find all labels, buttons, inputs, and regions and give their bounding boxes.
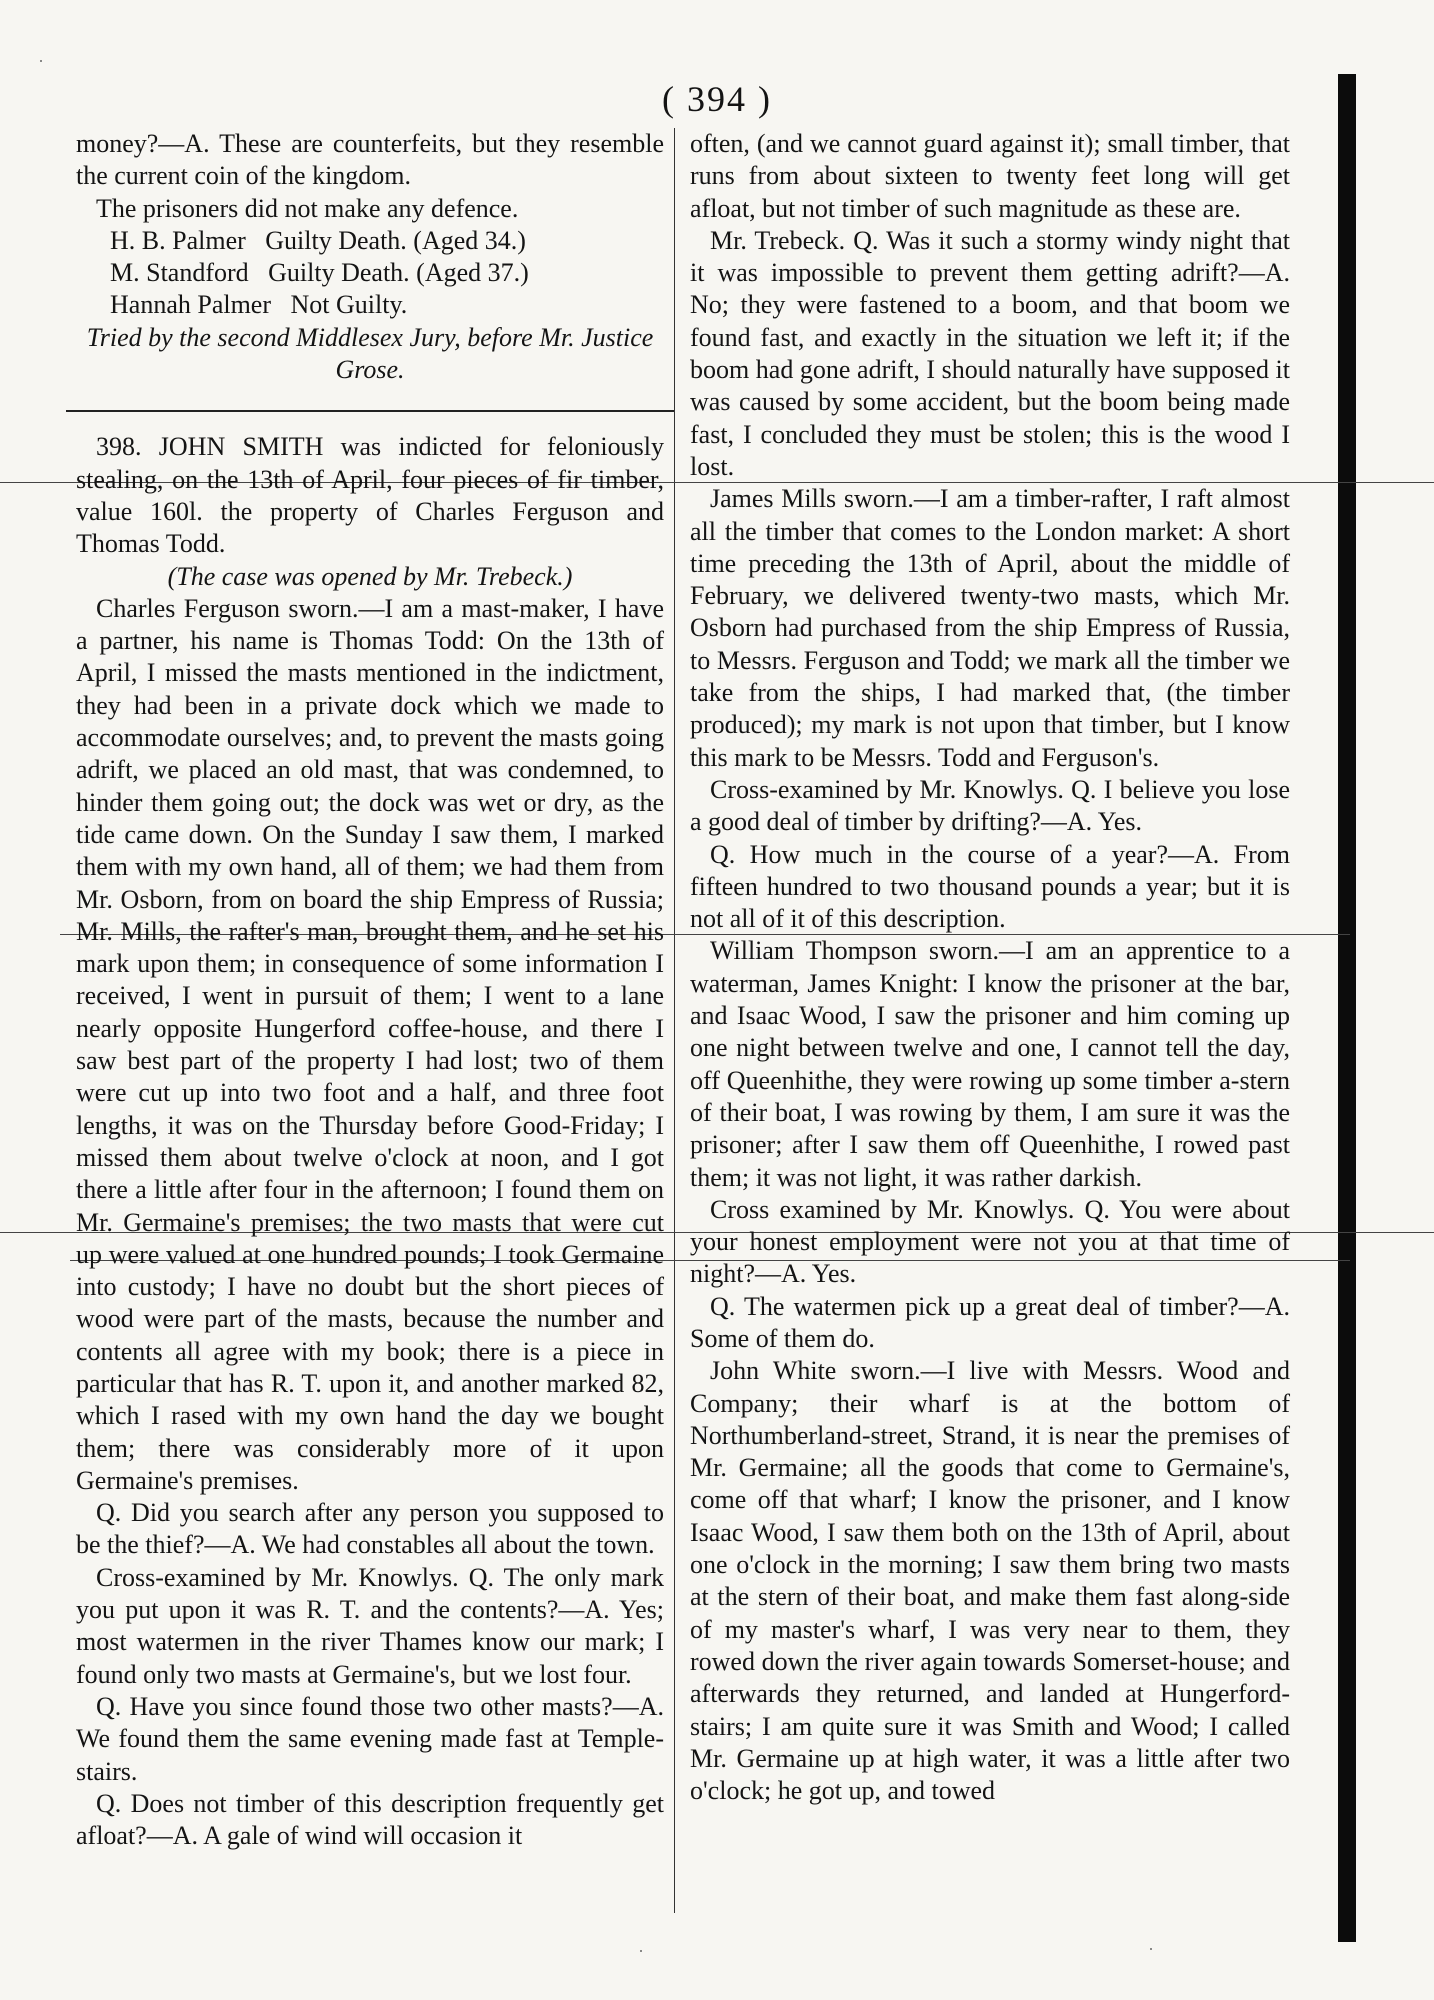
verdict-line: H. B. Palmer Guilty Death. (Aged 34.) [110, 225, 526, 255]
trial-note: Tried by the second Middlesex Jury, before Mr. Justice Grose. [86, 322, 654, 385]
column-divider [674, 128, 675, 1913]
paragraph: often, (and we cannot guard against it); small timber, that runs from about sixteen to twenty feet long will get afloat, but not timber of such magnitude as these are. [690, 129, 1290, 223]
verdict-line: M. Standford Guilty Death. (Aged 37.) [110, 258, 529, 288]
case-note: (The case was opened by Mr. Trebeck.) [167, 561, 573, 591]
verdict-line: Hannah Palmer Not Guilty. [110, 290, 408, 320]
paragraph: Cross examined by Mr. Knowlys. Q. You were about your honest employment were not you at that time of night?—A. Yes. [690, 1194, 1290, 1289]
paragraph: Q. Does not timber of this description frequently get afloat?—A. A gale of wind will occasion it [76, 1788, 664, 1851]
testimony-paragraph: John White sworn.—I live with Messrs. Wood and Company; their wharf is at the bottom of Northumberland-street, Strand, it is near the premises of Mr. Germaine; all the goods that come to Germaine's, come off that wharf; I know the prisoner, and I know Isaac Wood, I saw them both on the 13th of April, about one o'clock in the morning; I saw them bring two masts at the stern of their boat, and make them fast along-side of my master's wharf, I was very near to them, they rowed down the river again towards Somerset-house; and afterwards they returned, and landed at Hungerford-stairs; I am quite sure it was Smith and Wood; I called Mr. Germaine up at high water, it was a little after two o'clock; he got up, and towed [690, 1356, 1290, 1806]
paragraph: Cross-examined by Mr. Knowlys. Q. I believe you lose a good deal of timber by drifting?—A. Yes. [690, 774, 1290, 837]
scan-speck [40, 60, 42, 62]
paragraph: Mr. Trebeck. Q. Was it such a stormy windy night that it was impossible to prevent them getting adrift?—A. No; they were fastened to a boom, and that boom we found fast, and exactly in the situation we left it; if the boom had gone adrift, I should naturally have supposed it was caused by some accident, but the boom being made fast, I concluded they must be stolen; this is the wood I lost. [690, 225, 1290, 481]
section-rule [66, 410, 674, 413]
testimony-paragraph: Charles Ferguson sworn.—I am a mast-maker, I have a partner, his name is Thomas Todd: On the 13th of April, I missed the masts mentioned in the indictment, they had been in a private dock which we made to accommodate ourselves; and, to prevent the masts going adrift, we placed an old mast, that was condemned, to hinder them going out; the dock was wet or dry, as the tide came down. On the Sunday I saw them, I marked them with my own hand, all of them; we had them from Mr. Osborn, from on board the ship Empress of Russia; Mr. Mills, the rafter's man, brought them, and he set his mark upon them; in consequence of some information I received, I went in pursuit of them; I went to a lane nearly opposite Hungerford coffee-house, and there I saw best part of the property I had lost; two of them were cut up into two foot and a half, and three foot lengths, it was on the Thursday before Good-Friday; I missed them about twelve o'clock at noon, and I got there a little after four in the afternoon; I found them on Mr. Germaine's premises; the two masts that were cut up were valued at one hundred pounds; I took Germaine into custody; I have no doubt but the short pieces of wood were part of the masts, because the number and contents all agree with my book; there is a piece in particular that has R. T. upon it, and another marked 82, which I rased with my own hand the day we bought them; there was considerably more of it upon Germaine's premises. [76, 593, 664, 1495]
paragraph: The prisoners did not make any defence. [96, 193, 519, 223]
paragraph: Q. Did you search after any person you supposed to be the thief?—A. We had constables all about the town. [76, 1498, 664, 1560]
page-number: ( 394 ) [662, 79, 772, 119]
scan-speck [1150, 1948, 1152, 1950]
paragraph: Q. Have you since found those two other masts?—A. We found them the same evening made fast at Temple-stairs. [76, 1691, 664, 1786]
testimony-paragraph: William Thompson sworn.—I am an apprentice to a waterman, James Knight: I know the prisoner at the bar, and Isaac Wood, I saw the prisoner and him coming up one night between twelve and one, I cannot tell the day, off Queenhithe, they were rowing up some timber a-stern of their boat, I was rowing by them, I am sure it was the prisoner; after I saw them off Queenhithe, I rowed past them; it was not light, it was rather darkish. [690, 936, 1290, 1192]
left-column [76, 128, 664, 1852]
binding-edge-bar [1338, 74, 1356, 1942]
paragraph: Cross-examined by Mr. Knowlys. Q. The only mark you put upon it was R. T. and the contents?—A. Yes; most watermen in the river Thames know our mark; I found only two masts at Germaine's, but we lost four. [76, 1562, 664, 1689]
indictment-paragraph: 398. JOHN SMITH was indicted for feloniously stealing, on the 13th of April, four pieces of fir timber, value 160l. the property of Charles Ferguson and Thomas Todd. [76, 432, 664, 559]
paragraph: money?—A. These are counterfeits, but they resemble the current coin of the kingdom. [76, 129, 664, 191]
paragraph: Q. The watermen pick up a great deal of timber?—A. Some of them do. [690, 1291, 1290, 1353]
right-column [690, 128, 1290, 1807]
scan-speck [640, 1950, 642, 1952]
paragraph: Q. How much in the course of a year?—A. From fifteen hundred to two thousand pounds a year; but it is not all of it of this description. [690, 839, 1290, 934]
testimony-paragraph: James Mills sworn.—I am a timber-rafter, I raft almost all the timber that comes to the London market: A short time preceding the 13th of April, about the middle of February, we delivered twenty-two masts, which Mr. Osborn had purchased from the ship Empress of Russia, to Messrs. Ferguson and Todd; we mark all the timber we take from the ships, I had marked that, (the timber produced); my mark is not upon that timber, but I know this mark to be Messrs. Todd and Ferguson's. [690, 484, 1290, 772]
